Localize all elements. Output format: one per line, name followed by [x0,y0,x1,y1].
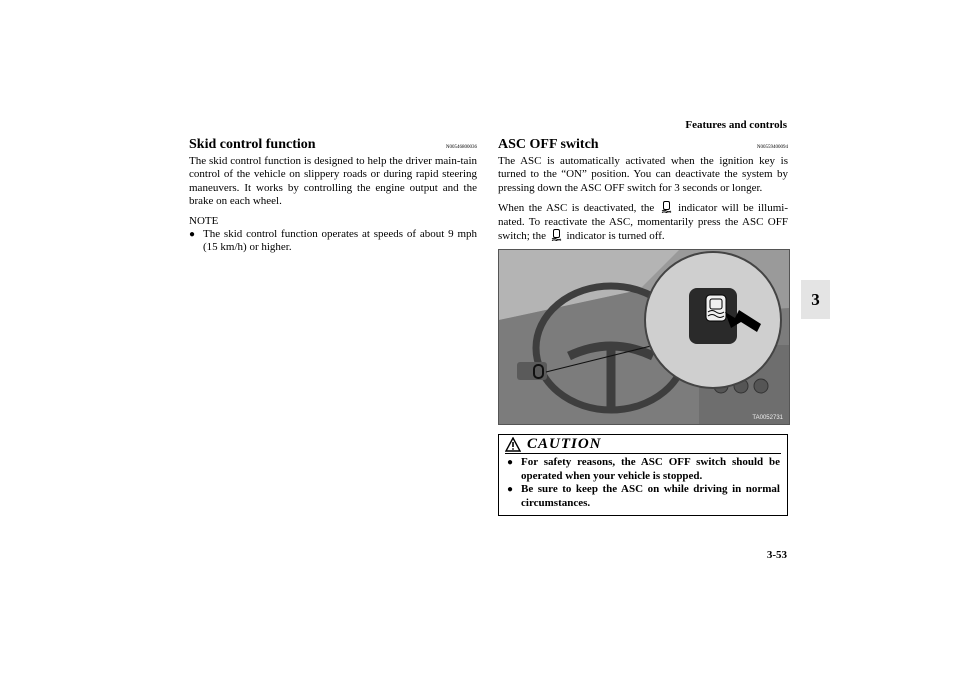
section-title: Skid control function [189,137,316,152]
text-part: indicator will be illumi-nated. To reactivate the ASC, momentarily press the ASC OFF switch; the [498,202,788,243]
bullet-icon: ● [189,228,196,240]
body-paragraph: The ASC is automatically activated when the ignition key is turned to the “ON” position. You can deactivate the system by pressing down the ASC OFF switch for 3 seconds or longer. [498,155,788,194]
section-code: N00546800036 [445,145,477,150]
caution-title: CAUTION [527,436,602,453]
caution-text: Be sure to keep the ASC on while driving in normal circumstances. [521,483,780,509]
body-paragraph: The skid control function is designed to help the driver main-tain control of the vehicle on slippery roads or during rapid steering maneuvers. It works by controlling the engine output and the brake on each wheel. [189,155,477,208]
section-code: N00559400094 [756,145,788,150]
dashboard-illustration [498,249,790,425]
caution-header [499,435,787,453]
illustration-code: TA0052731 [752,415,783,422]
running-header: Features and controls [685,119,787,131]
caution-bullet [499,483,787,510]
bullet-icon: ● [507,484,514,496]
asc-indicator-icon [551,229,562,241]
section-title: ASC OFF switch [498,137,599,152]
note-bullet [189,228,477,255]
section-heading [498,137,788,153]
note-text: The skid control function operates at speeds of about 9 mph (15 km/h) or higher. [203,227,477,254]
asc-indicator-icon [661,201,672,213]
warning-triangle-icon [505,437,521,452]
caution-text: For safety reasons, the ASC OFF switch should be operated when your vehicle is stopped. [521,456,780,482]
dashboard-drawing [499,250,789,424]
caution-box [498,434,788,516]
text-part: indicator is turned off. [566,230,665,243]
note-label: NOTE [189,214,219,227]
right-column [498,137,788,516]
section-heading [189,137,477,153]
chapter-number: 3 [811,289,820,309]
body-paragraph-indicator [498,201,788,243]
left-column [189,137,477,254]
caution-bullet [499,456,787,483]
caution-divider [505,453,781,454]
chapter-tab [801,280,830,319]
text-part: When the ASC is deactivated, the [498,202,655,215]
page-number: 3-53 [766,549,787,561]
bullet-icon: ● [507,457,514,469]
